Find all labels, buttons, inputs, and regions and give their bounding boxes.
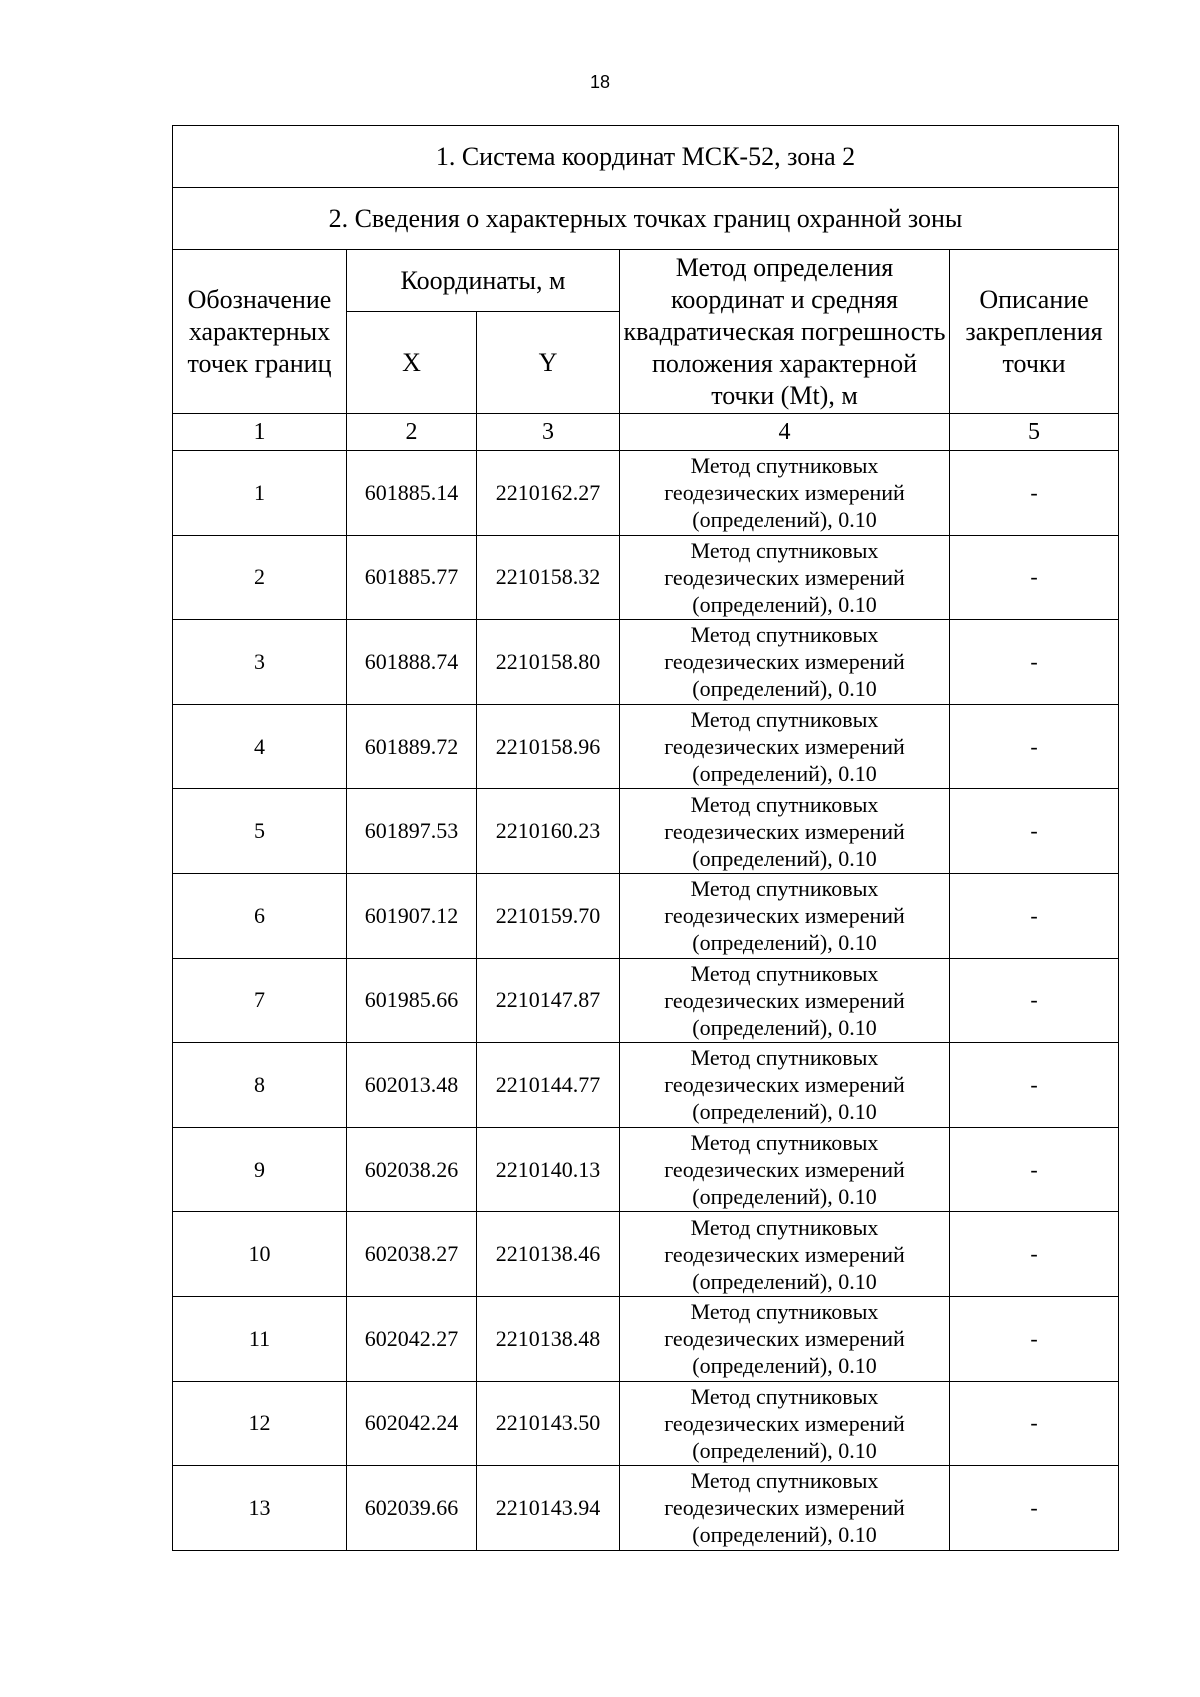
section-title-coordinate-system: 1. Система координат МСК-52, зона 2 xyxy=(173,126,1119,188)
table-row xyxy=(173,1381,1119,1466)
method-cell xyxy=(620,1466,950,1551)
point-number-cell: 2 xyxy=(173,535,347,620)
y-coordinate-cell: 2210140.13 xyxy=(477,1127,620,1212)
method-text-line: (определений), 0.10 xyxy=(692,1014,877,1040)
point-number-cell: 3 xyxy=(173,620,347,705)
column-number: 3 xyxy=(477,414,620,451)
fixing-description-cell: - xyxy=(950,535,1119,620)
y-coordinate-cell: 2210138.46 xyxy=(477,1212,620,1297)
point-number-cell: 5 xyxy=(173,789,347,874)
point-number-cell: 1 xyxy=(173,451,347,536)
method-text-line: геодезических измерений xyxy=(664,1410,905,1436)
method-text-line: геодезических измерений xyxy=(664,987,905,1013)
header-method: Метод определения координат и средняя квадратическая погрешность положения характерной точки (Mt), м xyxy=(620,250,950,414)
method-text-line: геодезических измерений xyxy=(664,903,905,929)
x-coordinate-cell: 601907.12 xyxy=(347,873,477,958)
table-row xyxy=(173,1212,1119,1297)
method-text-line: Метод спутниковых xyxy=(690,1383,879,1409)
point-number-cell: 11 xyxy=(173,1296,347,1381)
x-coordinate-cell: 602013.48 xyxy=(347,1043,477,1128)
point-number-cell: 12 xyxy=(173,1381,347,1466)
x-coordinate-cell: 601889.72 xyxy=(347,704,477,789)
table-row xyxy=(173,704,1119,789)
section-title-boundary-points: 2. Сведения о характерных точках границ охранной зоны xyxy=(173,188,1119,250)
y-coordinate-cell: 2210159.70 xyxy=(477,873,620,958)
method-text-line: геодезических измерений xyxy=(664,1072,905,1098)
method-text-line: Метод спутниковых xyxy=(690,453,879,479)
header-designation: Обозначение характерных точек границ xyxy=(173,250,347,414)
method-text-line: геодезических измерений xyxy=(664,649,905,675)
method-text-line: (определений), 0.10 xyxy=(692,1522,877,1548)
header-description: Описание закрепления точки xyxy=(950,250,1119,414)
fixing-description-cell: - xyxy=(950,1212,1119,1297)
method-text-line: Метод спутниковых xyxy=(690,1299,879,1325)
table-row xyxy=(173,451,1119,536)
method-text-line: геодезических измерений xyxy=(664,564,905,590)
table-row xyxy=(173,958,1119,1043)
table-row xyxy=(173,535,1119,620)
boundary-points-table xyxy=(172,125,1119,1551)
method-text-line: геодезических измерений xyxy=(664,818,905,844)
header-y: Y xyxy=(477,312,620,414)
method-text-line: (определений), 0.10 xyxy=(692,1268,877,1294)
method-text-line: Метод спутниковых xyxy=(690,960,879,986)
y-coordinate-cell: 2210138.48 xyxy=(477,1296,620,1381)
method-cell xyxy=(620,704,950,789)
column-number: 5 xyxy=(950,414,1119,451)
section-row-coordinate-system xyxy=(173,126,1119,188)
column-number: 2 xyxy=(347,414,477,451)
method-text-line: геодезических измерений xyxy=(664,1326,905,1352)
method-cell xyxy=(620,1212,950,1297)
method-text-line: Метод спутниковых xyxy=(690,1468,879,1494)
method-text-line: геодезических измерений xyxy=(664,480,905,506)
point-number-cell: 8 xyxy=(173,1043,347,1128)
point-number-cell: 9 xyxy=(173,1127,347,1212)
y-coordinate-cell: 2210160.23 xyxy=(477,789,620,874)
x-coordinate-cell: 601985.66 xyxy=(347,958,477,1043)
table-row xyxy=(173,620,1119,705)
table-row xyxy=(173,789,1119,874)
fixing-description-cell: - xyxy=(950,1127,1119,1212)
method-cell xyxy=(620,1043,950,1128)
fixing-description-cell: - xyxy=(950,873,1119,958)
x-coordinate-cell: 602038.27 xyxy=(347,1212,477,1297)
section-row-boundary-points xyxy=(173,188,1119,250)
method-text-line: (определений), 0.10 xyxy=(692,761,877,787)
table-row xyxy=(173,1127,1119,1212)
page-number: 18 xyxy=(589,72,611,92)
method-text-line: Метод спутниковых xyxy=(690,876,879,902)
fixing-description-cell: - xyxy=(950,789,1119,874)
method-text-line: геодезических измерений xyxy=(664,1241,905,1267)
table-row xyxy=(173,1296,1119,1381)
x-coordinate-cell: 602042.24 xyxy=(347,1381,477,1466)
method-cell xyxy=(620,620,950,705)
method-text-line: Метод спутниковых xyxy=(690,537,879,563)
data-rows xyxy=(173,451,1119,1551)
method-text-line: (определений), 0.10 xyxy=(692,1437,877,1463)
x-coordinate-cell: 602042.27 xyxy=(347,1296,477,1381)
fixing-description-cell: - xyxy=(950,1381,1119,1466)
x-coordinate-cell: 601897.53 xyxy=(347,789,477,874)
x-coordinate-cell: 601885.77 xyxy=(347,535,477,620)
method-text-line: Метод спутниковых xyxy=(690,1214,879,1240)
method-text-line: Метод спутниковых xyxy=(690,622,879,648)
method-text-line: геодезических измерений xyxy=(664,1495,905,1521)
fixing-description-cell: - xyxy=(950,1466,1119,1551)
fixing-description-cell: - xyxy=(950,451,1119,536)
fixing-description-cell: - xyxy=(950,958,1119,1043)
method-text-line: (определений), 0.10 xyxy=(692,1184,877,1210)
x-coordinate-cell: 602039.66 xyxy=(347,1466,477,1551)
method-text-line: (определений), 0.10 xyxy=(692,1353,877,1379)
method-text-line: геодезических измерений xyxy=(664,734,905,760)
y-coordinate-cell: 2210147.87 xyxy=(477,958,620,1043)
method-cell xyxy=(620,789,950,874)
method-text-line: (определений), 0.10 xyxy=(692,507,877,533)
x-coordinate-cell: 601885.14 xyxy=(347,451,477,536)
method-text-line: Метод спутниковых xyxy=(690,791,879,817)
y-coordinate-cell: 2210162.27 xyxy=(477,451,620,536)
method-text-line: (определений), 0.10 xyxy=(692,676,877,702)
method-text-line: геодезических измерений xyxy=(664,1157,905,1183)
point-number-cell: 4 xyxy=(173,704,347,789)
method-text-line: (определений), 0.10 xyxy=(692,591,877,617)
point-number-cell: 6 xyxy=(173,873,347,958)
table-row xyxy=(173,1466,1119,1551)
method-text-line: (определений), 0.10 xyxy=(692,930,877,956)
column-number: 4 xyxy=(620,414,950,451)
point-number-cell: 13 xyxy=(173,1466,347,1551)
point-number-cell: 7 xyxy=(173,958,347,1043)
method-text-line: (определений), 0.10 xyxy=(692,845,877,871)
method-cell xyxy=(620,1296,950,1381)
method-cell xyxy=(620,958,950,1043)
fixing-description-cell: - xyxy=(950,1296,1119,1381)
fixing-description-cell: - xyxy=(950,1043,1119,1128)
method-cell xyxy=(620,1127,950,1212)
y-coordinate-cell: 2210143.50 xyxy=(477,1381,620,1466)
column-number: 1 xyxy=(173,414,347,451)
table-row xyxy=(173,1043,1119,1128)
table-row xyxy=(173,873,1119,958)
header-x: X xyxy=(347,312,477,414)
header-coordinates: Координаты, м xyxy=(347,250,620,312)
x-coordinate-cell: 602038.26 xyxy=(347,1127,477,1212)
y-coordinate-cell: 2210158.32 xyxy=(477,535,620,620)
method-text-line: (определений), 0.10 xyxy=(692,1099,877,1125)
fixing-description-cell: - xyxy=(950,704,1119,789)
x-coordinate-cell: 601888.74 xyxy=(347,620,477,705)
method-cell xyxy=(620,1381,950,1466)
method-cell xyxy=(620,873,950,958)
y-coordinate-cell: 2210144.77 xyxy=(477,1043,620,1128)
column-number-row xyxy=(173,414,1119,451)
method-text-line: Метод спутниковых xyxy=(690,1130,879,1156)
method-text-line: Метод спутниковых xyxy=(690,1045,879,1071)
method-text-line: Метод спутниковых xyxy=(690,707,879,733)
method-cell xyxy=(620,535,950,620)
y-coordinate-cell: 2210158.80 xyxy=(477,620,620,705)
fixing-description-cell: - xyxy=(950,620,1119,705)
y-coordinate-cell: 2210143.94 xyxy=(477,1466,620,1551)
method-cell xyxy=(620,451,950,536)
point-number-cell: 10 xyxy=(173,1212,347,1297)
y-coordinate-cell: 2210158.96 xyxy=(477,704,620,789)
header-row-top xyxy=(173,250,1119,312)
